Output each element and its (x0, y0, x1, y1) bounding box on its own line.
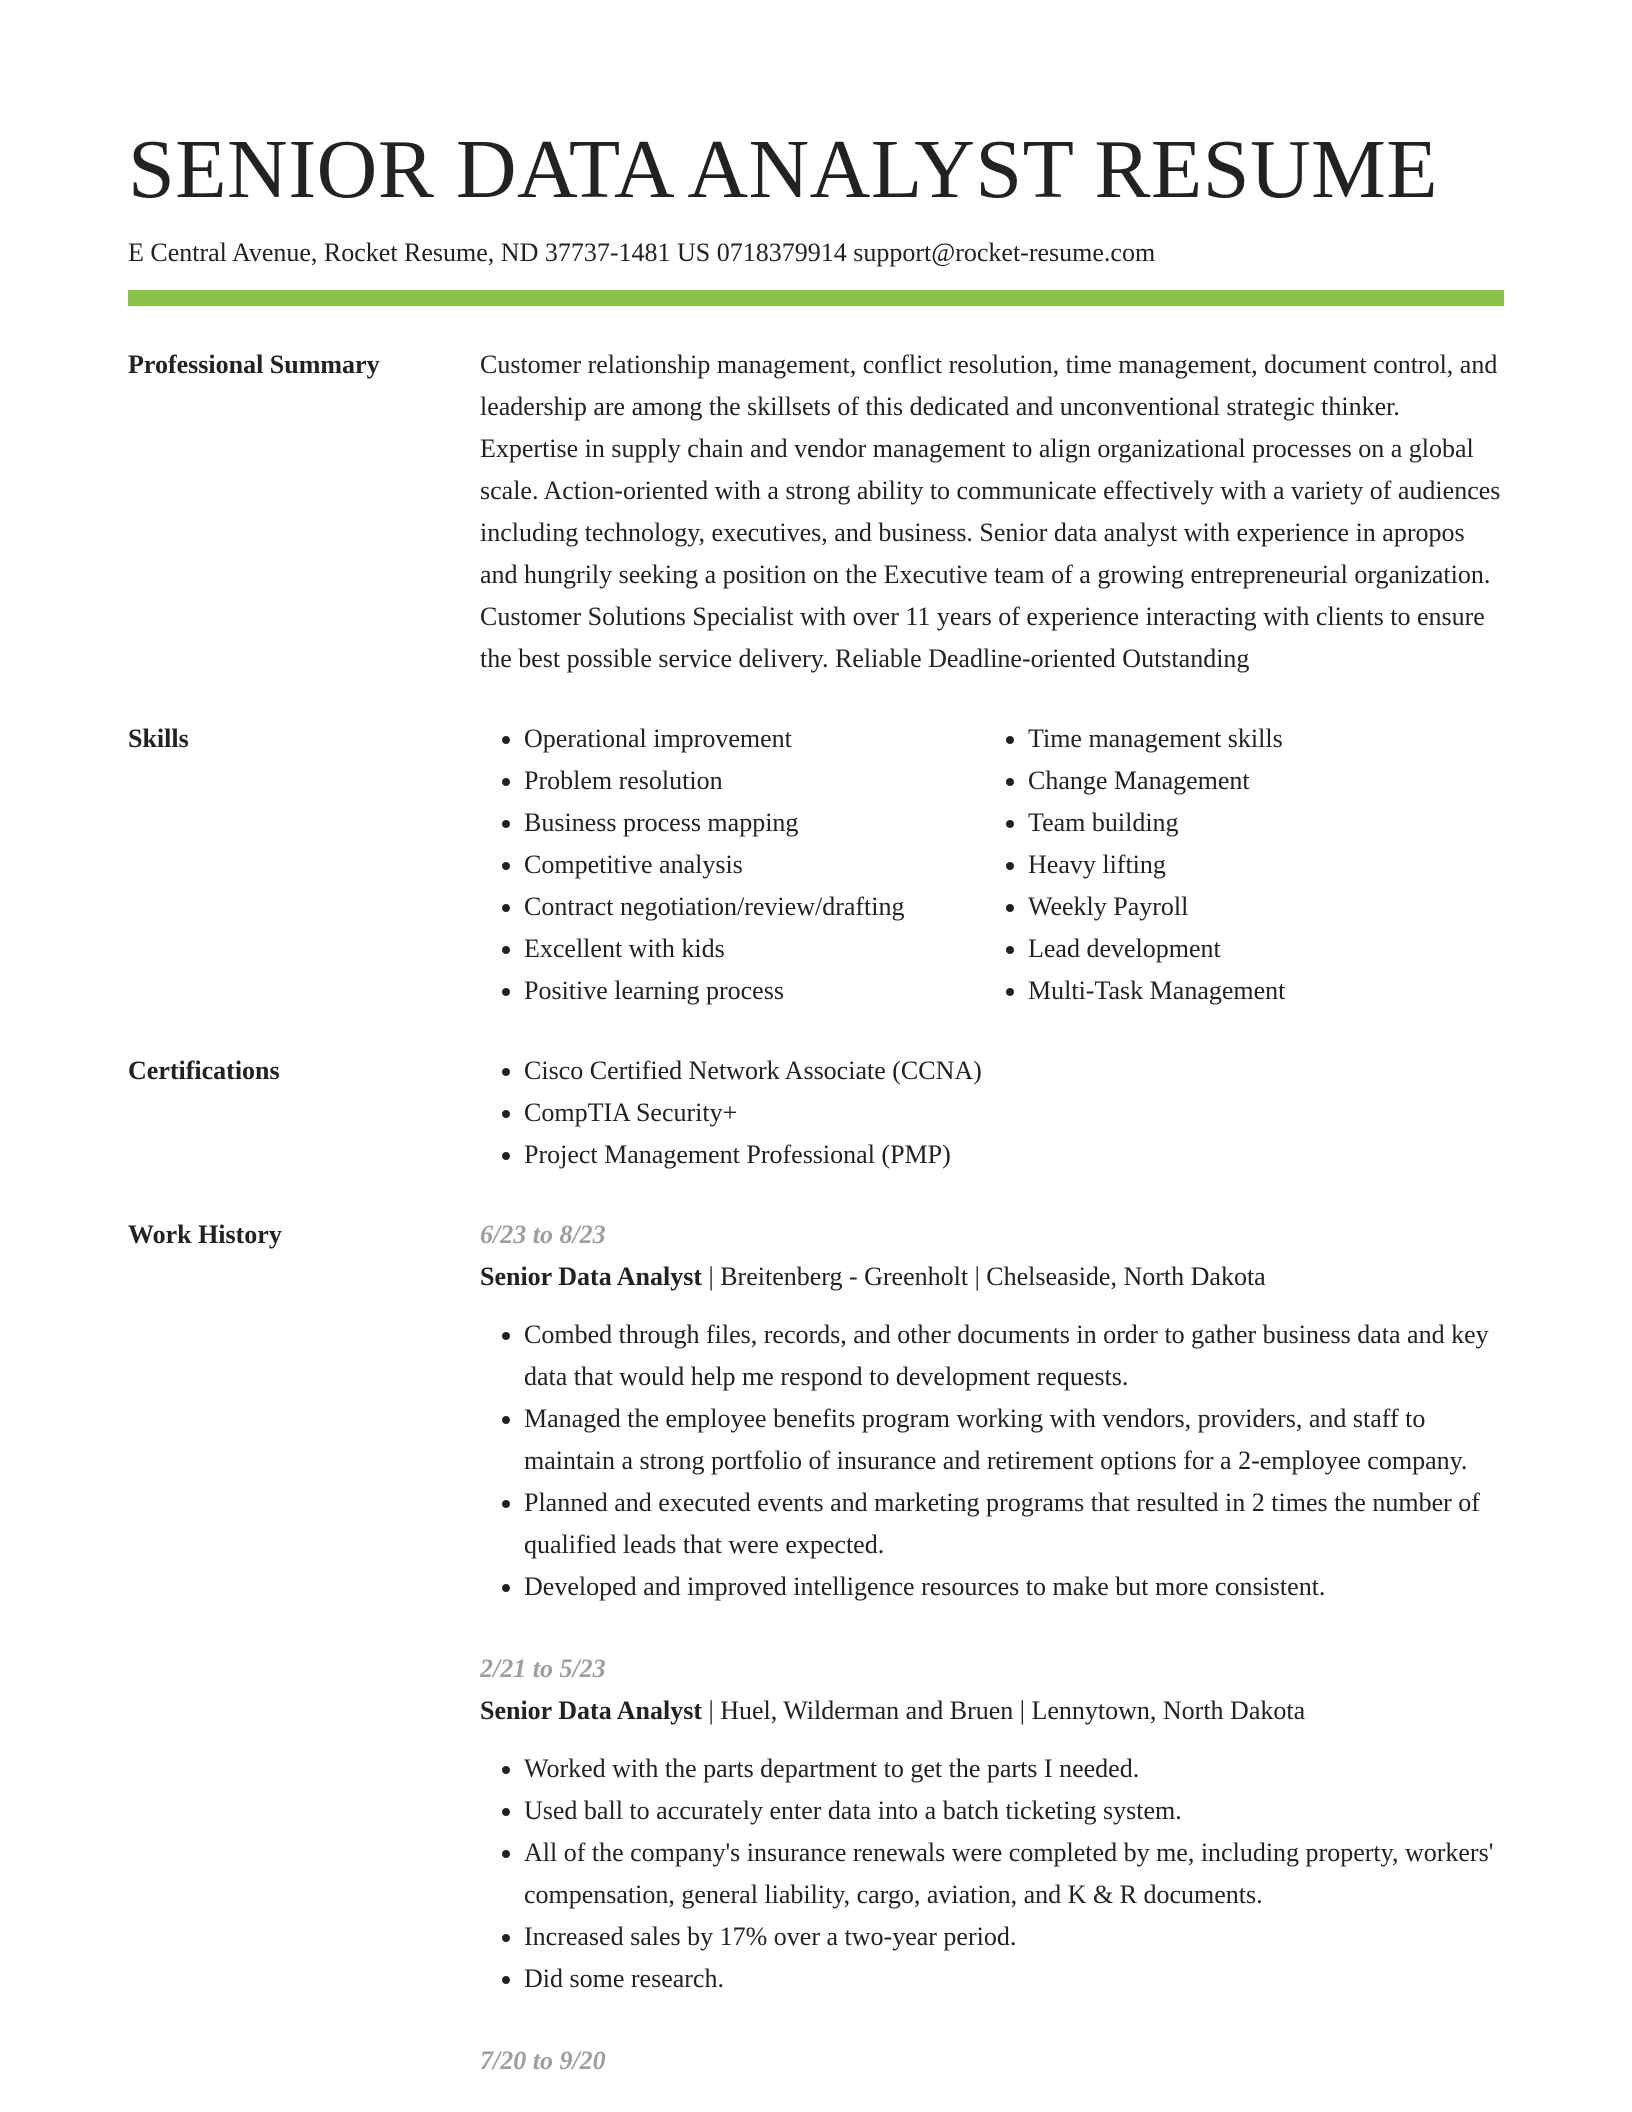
summary-content (480, 344, 1504, 680)
resume-title: SENIOR DATA ANALYST RESUME (128, 123, 1439, 216)
job-dates: 6/23 to 8/23 (480, 1220, 606, 1249)
summary-section (128, 344, 1504, 680)
job-employer-location: | Huel, Wilderman and Bruen | Lennytown, North Dakota (702, 1696, 1306, 1725)
certifications-list (480, 1050, 1504, 1176)
skill-item: • Competitive analysis (524, 844, 984, 886)
job-bullets (480, 1748, 1504, 2000)
skills-list-right (984, 718, 1488, 1012)
work-history-content (480, 1214, 1504, 2082)
skill-item: • Business process mapping (524, 802, 984, 844)
job-heading (480, 1690, 1504, 1732)
job-entry (480, 1648, 1504, 2000)
skills-content (480, 718, 1504, 1012)
certification-item: • Cisco Certified Network Associate (CCNA) (524, 1050, 1504, 1092)
skill-item: • Time management skills (1028, 718, 1488, 760)
skill-item: • Excellent with kids (524, 928, 984, 970)
job-dates: 7/20 to 9/20 (480, 2046, 606, 2075)
job-employer-location: | Breitenberg - Greenholt | Chelseaside, North Dakota (702, 1262, 1266, 1291)
certification-item: • CompTIA Security+ (524, 1092, 1504, 1134)
section-label-skills: Skills (128, 724, 189, 753)
certifications-section (128, 1050, 1504, 1176)
skill-item: • Positive learning process (524, 970, 984, 1012)
contact-line: E Central Avenue, Rocket Resume, ND 37737-1481 US 0718379914 support@rocket-resume.com (128, 238, 1156, 267)
job-bullet: • All of the company's insurance renewals were completed by me, including property, workers' compensation, general liability, cargo, aviation, and K & R documents. (524, 1832, 1504, 1916)
skill-item: • Weekly Payroll (1028, 886, 1488, 928)
work-history-section (128, 1214, 1504, 2082)
skill-item: • Operational improvement (524, 718, 984, 760)
job-bullet: • Increased sales by 17% over a two-year period. (524, 1916, 1504, 1958)
job-bullet: • Did some research. (524, 1958, 1504, 2000)
job-bullet: • Worked with the parts department to get the parts I needed. (524, 1748, 1504, 1790)
skills-section (128, 718, 1504, 1012)
section-label-summary: Professional Summary (128, 350, 380, 379)
resume-page (128, 0, 1504, 2082)
job-bullet: • Used ball to accurately enter data into a batch ticketing system. (524, 1790, 1504, 1832)
job-bullet: • Managed the employee benefits program working with vendors, providers, and staff to maintain a strong portfolio of insurance and retirement options for a 2-employee company. (524, 1398, 1504, 1482)
job-entry (480, 1214, 1504, 1608)
summary-text: Customer relationship management, conflict resolution, time management, document control, and leadership are among the skillsets of this dedicated and unconventional strategic thinker. Expertise in supply chain and vendor management to align organizational processes on a global scale. Action-oriented with a strong ability to communicate effectively with a variety of audiences including technology, executives, and business. Senior data analyst with experience in apropos and hungrily seeking a position on the Executive team of a growing entrepreneurial organization. Customer Solutions Specialist with over 11 years of experience interacting with clients to ensure the best possible service delivery. Reliable Deadline-oriented Outstanding (480, 350, 1501, 673)
certification-item: • Project Management Professional (PMP) (524, 1134, 1504, 1176)
job-bullet: • Planned and executed events and marketing programs that resulted in 2 times the number of qualified leads that were expected. (524, 1482, 1504, 1566)
job-bullet: • Combed through files, records, and other documents in order to gather business data and key data that would help me respond to development requests. (524, 1314, 1504, 1398)
job-dates: 2/21 to 5/23 (480, 1654, 606, 1683)
skill-item: • Change Management (1028, 760, 1488, 802)
job-title: Senior Data Analyst (480, 1696, 702, 1725)
job-bullets (480, 1314, 1504, 1608)
job-title: Senior Data Analyst (480, 1262, 702, 1291)
skill-item: • Heavy lifting (1028, 844, 1488, 886)
skill-item: • Multi-Task Management (1028, 970, 1488, 1012)
header-divider (128, 290, 1504, 306)
skill-item: • Problem resolution (524, 760, 984, 802)
job-entry (480, 2040, 1504, 2082)
skill-item: • Team building (1028, 802, 1488, 844)
job-bullet: • Developed and improved intelligence resources to make but more consistent. (524, 1566, 1504, 1608)
section-label-certifications: Certifications (128, 1056, 280, 1085)
job-heading (480, 1256, 1504, 1298)
skill-item: • Contract negotiation/review/drafting (524, 886, 984, 928)
section-label-work-history: Work History (128, 1220, 282, 1249)
certifications-content (480, 1050, 1504, 1176)
skills-list-left (480, 718, 984, 1012)
skill-item: • Lead development (1028, 928, 1488, 970)
